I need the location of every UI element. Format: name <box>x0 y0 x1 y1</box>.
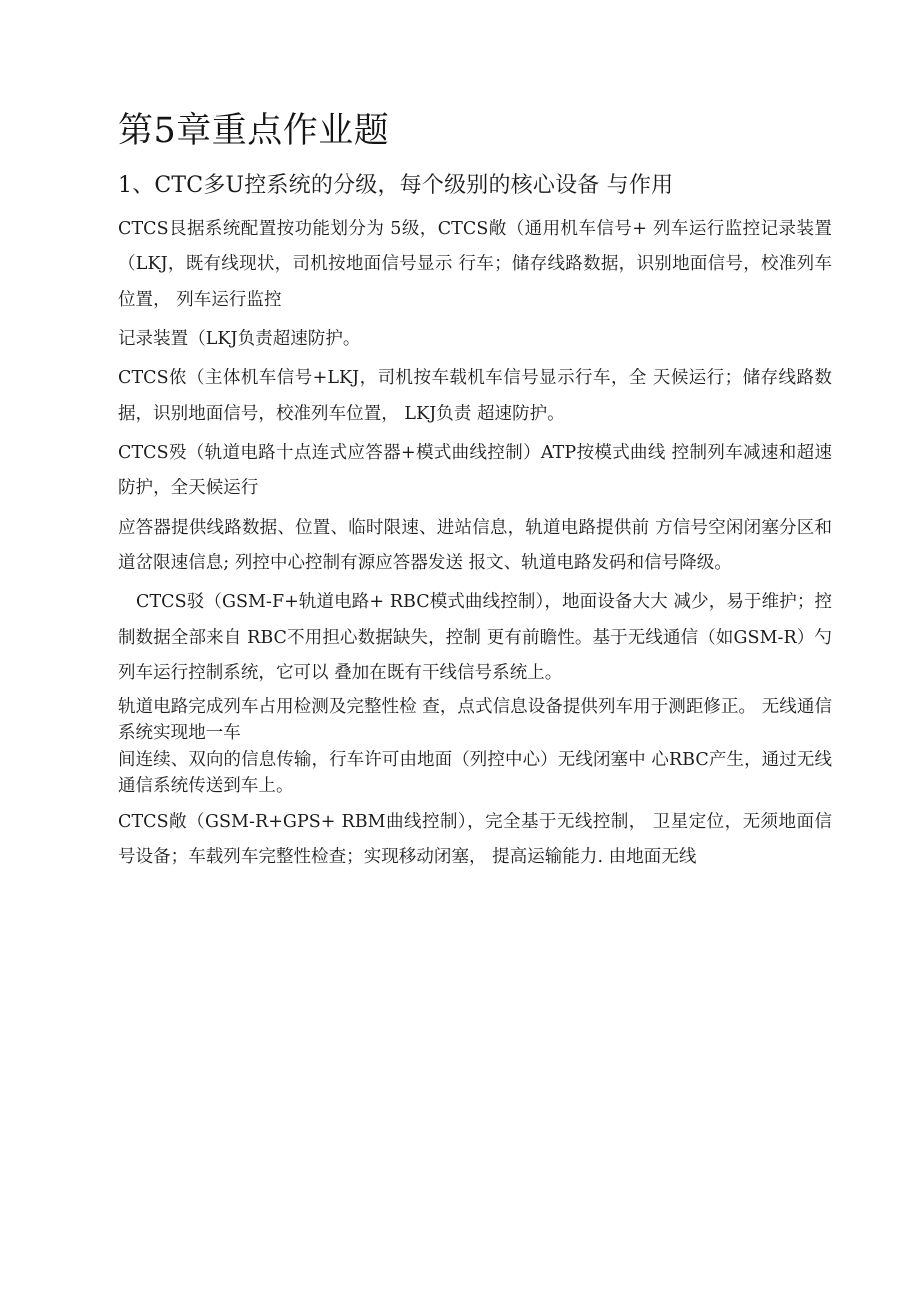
paragraph-lkj-overspeed: 记录装置（LKJ负责超速防护。 <box>118 328 361 349</box>
paragraph-ctcs-level-4: CTCS敞（GSM-R+GPS+ RBM曲线控制），完全基于无线控制， 卫星定位，无须地面信号设备；车载列车完整性检查；实现移动闭塞， 提高运输能力. 由地面无线 <box>118 811 832 868</box>
paragraph-ctcs-level-3: CTCS驳（GSM-F+轨道电路+ RBC模式曲线控制），地面设备大大 减少，易于维护；控制数据全部来自 RBC不用担心数据缺失，控制 更有前瞻性。基于无线通信（如GSM-R）勺列车运行控制系统，它可以 叠加在既有干线信号系统上。 <box>118 592 832 684</box>
paragraph-track-circuit-detection: 轨道电路完成列车占用检测及完整性检 查，点式信息设备提供列车用于测距修正。 无线通信系统实现地一车 <box>118 697 832 743</box>
paragraph-rbc-transmission: 间连续、双向的信息传输，行车许可由地面（列控中心）无线闭塞中 心RBC产生，通过无线通信系统传送到车上。 <box>118 750 832 796</box>
paragraph-ctcs-level-2: CTCS殁（轨道电路十点连式应答器+模式曲线控制）ATP按模式曲线 控制列车减速和超速防护，全天候运行 <box>118 442 832 499</box>
paragraph-ctcs-level-1: CTCS侬（主体机车信号+LKJ，司机按车载机车信号显示行车，全 天候运行；储存线路数据，识别地面信号，校准列车位置， LKJ负责 超速防护。 <box>118 368 832 424</box>
page-title: 第5章重点作业题 <box>118 111 390 151</box>
document-content <box>118 108 832 880</box>
paragraph-balise-track-circuit: 应答器提供线路数据、位置、临时限速、进站信息，轨道电路提供前 方信号空闲闭塞分区和道岔限速信息; 列控中心控制有源应答器发送 报文、轨道电路发码和信号降级。 <box>118 517 832 573</box>
paragraph-ctcs-level-0: CTCS艮据系统配置按功能划分为 5级，CTCS敞（通用机车信号+ 列车运行监控记录装置（LKJ，既有线现状，司机按地面信号显示 行车；储存线路数据，识别地面信号，校准列车位置， 列车运行监控 <box>118 218 832 310</box>
question-heading: 1、CTC多U控系统的分级，每个级别的核心设备 与作用 <box>118 172 674 198</box>
